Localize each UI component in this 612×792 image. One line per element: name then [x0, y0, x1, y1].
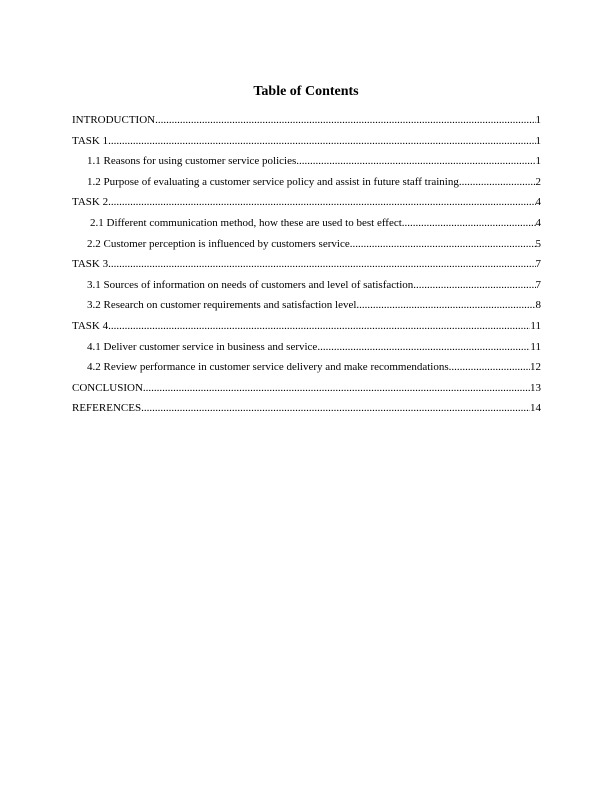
- toc-dot-leader: [141, 402, 530, 415]
- toc-entry-conclusion[interactable]: [72, 382, 541, 403]
- toc-entry-text: 4.2 Review performance in customer service delivery and make recommendations: [87, 361, 449, 374]
- toc-page-number: 1: [535, 114, 541, 126]
- toc-page-number: 5: [535, 237, 541, 250]
- toc-entry-task-4[interactable]: [72, 320, 541, 341]
- toc-entry-task-2[interactable]: [72, 196, 541, 217]
- toc-dot-leader: [317, 341, 530, 354]
- toc-entry-1-1[interactable]: [72, 155, 541, 176]
- toc-dot-leader: [350, 238, 536, 251]
- toc-dot-leader: [108, 135, 535, 148]
- toc-entry-task-3[interactable]: [72, 258, 541, 279]
- toc-page-number: 12: [530, 361, 541, 374]
- toc-page-number: 2: [535, 175, 541, 188]
- toc-list: [72, 114, 541, 423]
- toc-entry-text: 4.1 Deliver customer service in business and service: [87, 340, 318, 353]
- toc-entry-text: REFERENCES: [72, 402, 142, 415]
- toc-page-number: 1: [535, 134, 541, 147]
- toc-page-number: 13: [530, 381, 541, 394]
- toc-entry-text: TASK 1: [72, 134, 109, 147]
- toc-entry-task-1[interactable]: [72, 135, 541, 156]
- toc-dot-leader: [296, 155, 535, 168]
- toc-entry-text: TASK 3: [72, 258, 109, 271]
- toc-entry-4-1[interactable]: [72, 341, 541, 362]
- toc-entry-text: TASK 4: [72, 319, 109, 332]
- toc-dot-leader: [405, 217, 536, 230]
- toc-entry-introduction[interactable]: [72, 114, 541, 135]
- toc-entry-text: 1.2 Purpose of evaluating a customer service policy and assist in future staff training.: [87, 175, 462, 188]
- toc-entry-text: 3.1 Sources of information on needs of customers and level of satisfaction: [87, 278, 414, 291]
- toc-dot-leader: [108, 258, 535, 271]
- toc-entry-2-2[interactable]: [72, 238, 541, 259]
- toc-page-number: 8: [535, 299, 541, 312]
- toc-dot-leader: [462, 176, 536, 189]
- toc-page-number: 11: [530, 319, 541, 332]
- toc-dot-leader: [413, 279, 535, 292]
- toc-page-number: 4: [535, 196, 541, 209]
- toc-entry-text: 3.2 Research on customer requirements and satisfaction level: [87, 299, 357, 312]
- toc-entry-text: 2.1 Different communication method, how these are used to best effect.: [90, 216, 405, 229]
- toc-entry-4-2[interactable]: [72, 361, 541, 382]
- toc-page-number: 7: [535, 278, 541, 291]
- toc-dot-leader: [108, 320, 530, 333]
- toc-entry-text: CONCLUSION: [72, 381, 143, 394]
- toc-page-number: 4: [535, 216, 541, 229]
- toc-entry-3-2[interactable]: [72, 299, 541, 320]
- toc-page-number: 1: [535, 155, 541, 168]
- toc-entry-2-1[interactable]: [72, 217, 541, 238]
- toc-dot-leader: [143, 382, 530, 395]
- toc-dot-leader: [356, 299, 535, 312]
- toc-entry-text: 2.2 Customer perception is influenced by customers service: [87, 237, 350, 250]
- toc-page-number: 14: [530, 402, 541, 415]
- toc-dot-leader: [449, 361, 530, 374]
- toc-entry-references[interactable]: [72, 402, 541, 423]
- toc-page-number: 7: [535, 258, 541, 271]
- toc-entry-text: TASK 2: [72, 196, 109, 209]
- toc-entry-1-2[interactable]: [72, 176, 541, 197]
- toc-entry-text: 1.1 Reasons for using customer service policies: [87, 155, 297, 168]
- toc-entry-3-1[interactable]: [72, 279, 541, 300]
- toc-entry-text: INTRODUCTION: [72, 114, 156, 126]
- toc-dot-leader: [155, 114, 535, 127]
- toc-title: Table of Contents: [253, 84, 359, 99]
- toc-dot-leader: [108, 196, 535, 209]
- toc-page-number: 11: [530, 340, 541, 353]
